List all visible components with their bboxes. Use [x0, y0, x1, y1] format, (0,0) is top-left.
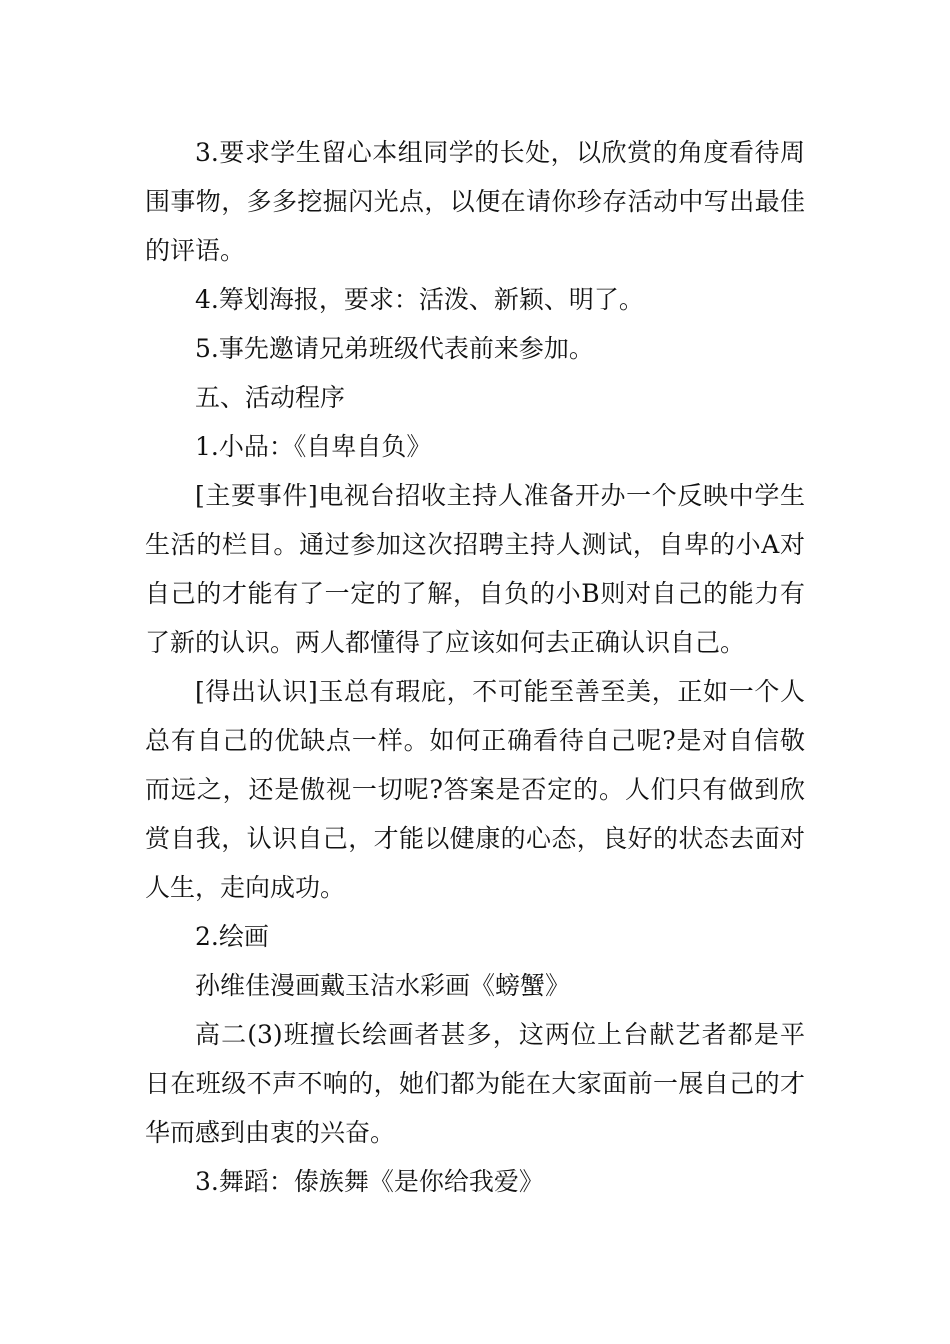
document-page: [145, 128, 805, 1206]
paragraph-main-event: [主要事件]电视台招收主持人准备开办一个反映中学生生活的栏目。通过参加这次招聘主持人测试，自卑的小A对自己的才能有了一定的了解，自负的小B则对自己的能力有了新的认识。两人都懂得了应该如何去正确认识自己。: [145, 481, 805, 657]
paragraph-requirement-3: 3.要求学生留心本组同学的长处，以欣赏的角度看待周围事物，多多挖掘闪光点，以便在请你珍存活动中写出最佳的评语。: [145, 138, 805, 265]
section-heading-procedure: 五、活动程序: [195, 383, 346, 412]
paragraph-conclusion: [得出认识]玉总有瑕庇，不可能至善至美，正如一个人总有自己的优缺点一样。如何正确看待自己呢?是对自信敬而远之，还是傲视一切呢?答案是否定的。人们只有做到欣赏自我，认识自己，才能以健康的心态，良好的状态去面对人生，走向成功。: [145, 677, 805, 902]
paragraph-item-painting: 2.绘画: [195, 922, 269, 951]
paragraph-requirement-4: 4.筹划海报，要求：活泼、新颖、明了。: [195, 285, 644, 314]
paragraph-requirement-5: 5.事先邀请兄弟班级代表前来参加。: [195, 334, 594, 363]
paragraph-item-sketch: 1.小品：《自卑自负》: [195, 432, 432, 461]
paragraph-painting-description: 高二(3)班擅长绘画者甚多，这两位上台献艺者都是平日在班级不声不响的，她们都为能在大家面前一展自己的才华而感到由衷的兴奋。: [145, 1020, 805, 1147]
paragraph-painters: 孙维佳漫画戴玉洁水彩画《螃蟹》: [195, 971, 571, 1000]
paragraph-item-dance: 3.舞蹈：傣族舞《是你给我爱》: [195, 1167, 544, 1196]
